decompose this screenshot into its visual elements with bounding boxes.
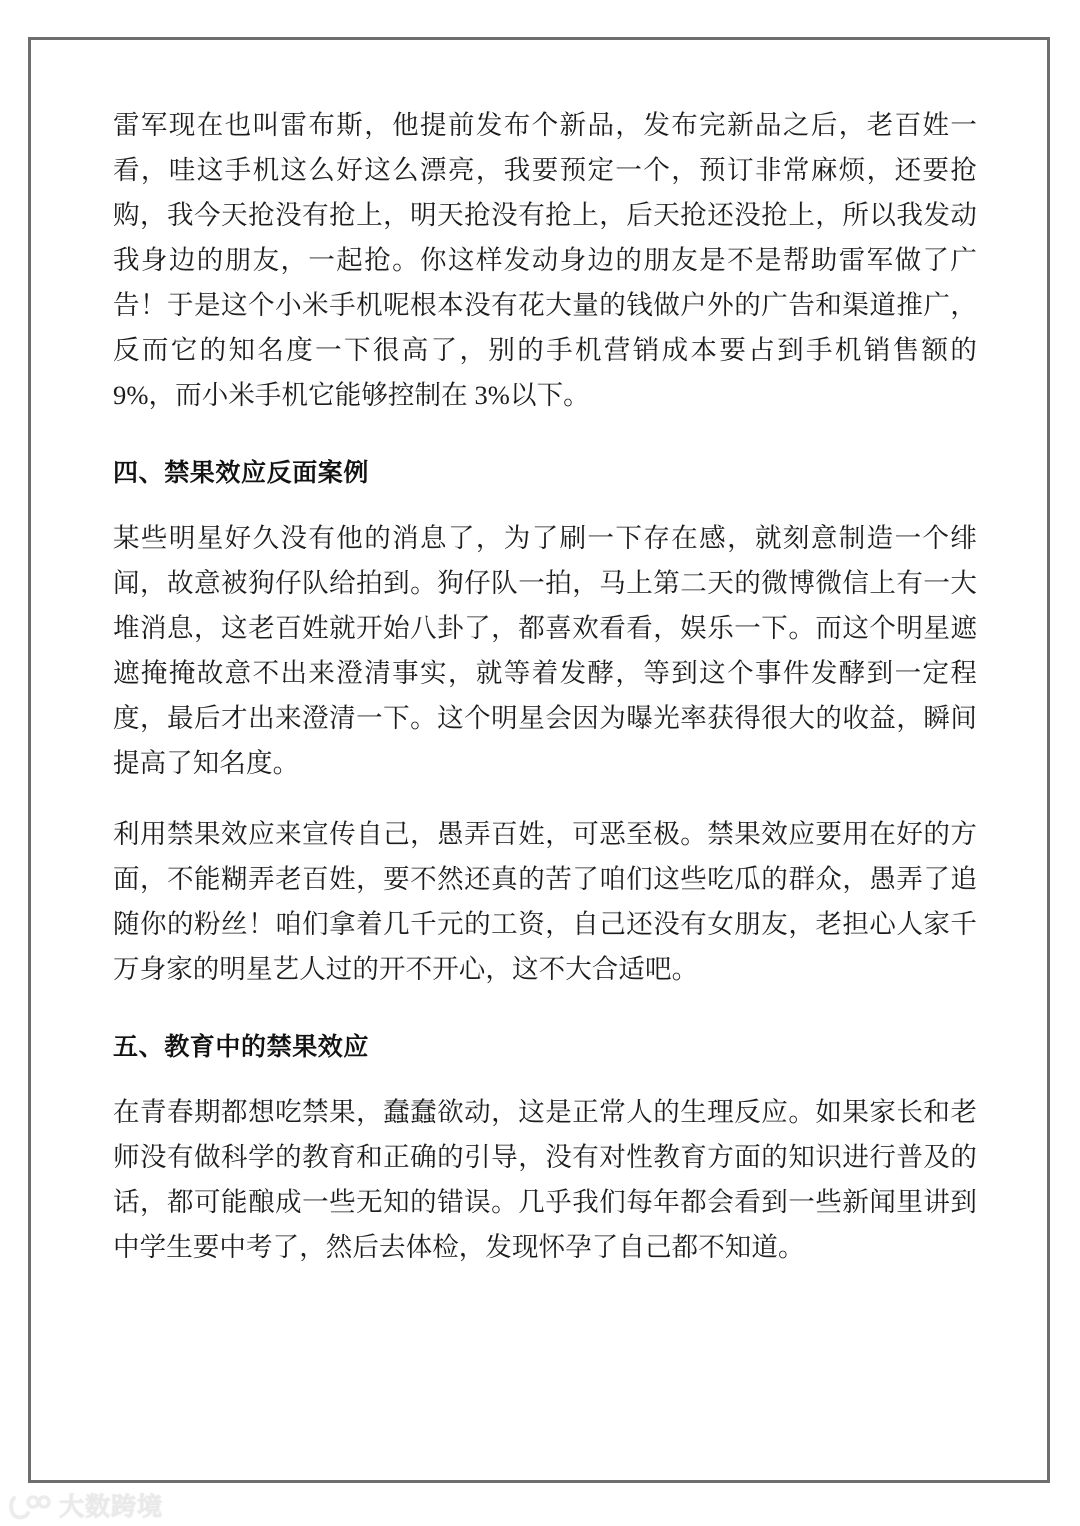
section-heading-five: 五、教育中的禁果效应 (113, 1034, 370, 1061)
brand-logo-icon (8, 1494, 52, 1520)
section-heading-four: 四、禁果效应反面案例 (113, 460, 370, 487)
paragraph: 在青春期都想吃禁果，蠢蠢欲动，这是正常人的生理反应。如果家长和老师没有做科学的教育和正确的引导，没有对性教育方面的知识进行普及的话，都可能酿成一些无知的错误。几乎我们每年都会看到一些新闻里讲到中学生要中考了，然后去体检，发现怀孕了自己都不知道。 (113, 1097, 977, 1262)
paragraph: 利用禁果效应来宣传自己，愚弄百姓，可恶至极。禁果效应要用在好的方面，不能糊弄老百姓，要不然还真的苦了咱们这些吃瓜的群众，愚弄了追随你的粉丝！咱们拿着几千元的工资，自己还没有女朋友，老担心人家千万身家的明星艺人过的开不开心，这不大合适吧。 (113, 819, 977, 984)
paragraph: 雷军现在也叫雷布斯，他提前发布个新品，发布完新品之后，老百姓一看，哇这手机这么好这么漂亮，我要预定一个，预订非常麻烦，还要抢购，我今天抢没有抢上，明天抢没有抢上，后天抢还没抢上，所以我发动我身边的朋友，一起抢。你这样发动身边的朋友是不是帮助雷军做了广告！于是这个小米手机呢根本没有花大量的钱做户外的广告和渠道推广，反而它的知名度一下很高了，别的手机营销成本要占到手机销售额的 9%，而小米手机它能够控制在 3%以下。 (113, 110, 977, 410)
paragraph: 某些明星好久没有他的消息了，为了刷一下存在感，就刻意制造一个绯闻，故意被狗仔队给拍到。狗仔队一拍，马上第二天的微博微信上有一大堆消息，这老百姓就开始八卦了，都喜欢看看，娱乐一下。而这个明星遮遮掩掩故意不出来澄清事实，就等着发酵，等到这个事件发酵到一定程度，最后才出来澄清一下。这个明星会因为曝光率获得很大的收益，瞬间提高了知名度。 (113, 523, 977, 778)
document-body (113, 103, 977, 1296)
brand-watermark (8, 1494, 163, 1520)
brand-watermark-text: 大数跨境 (59, 1492, 164, 1521)
